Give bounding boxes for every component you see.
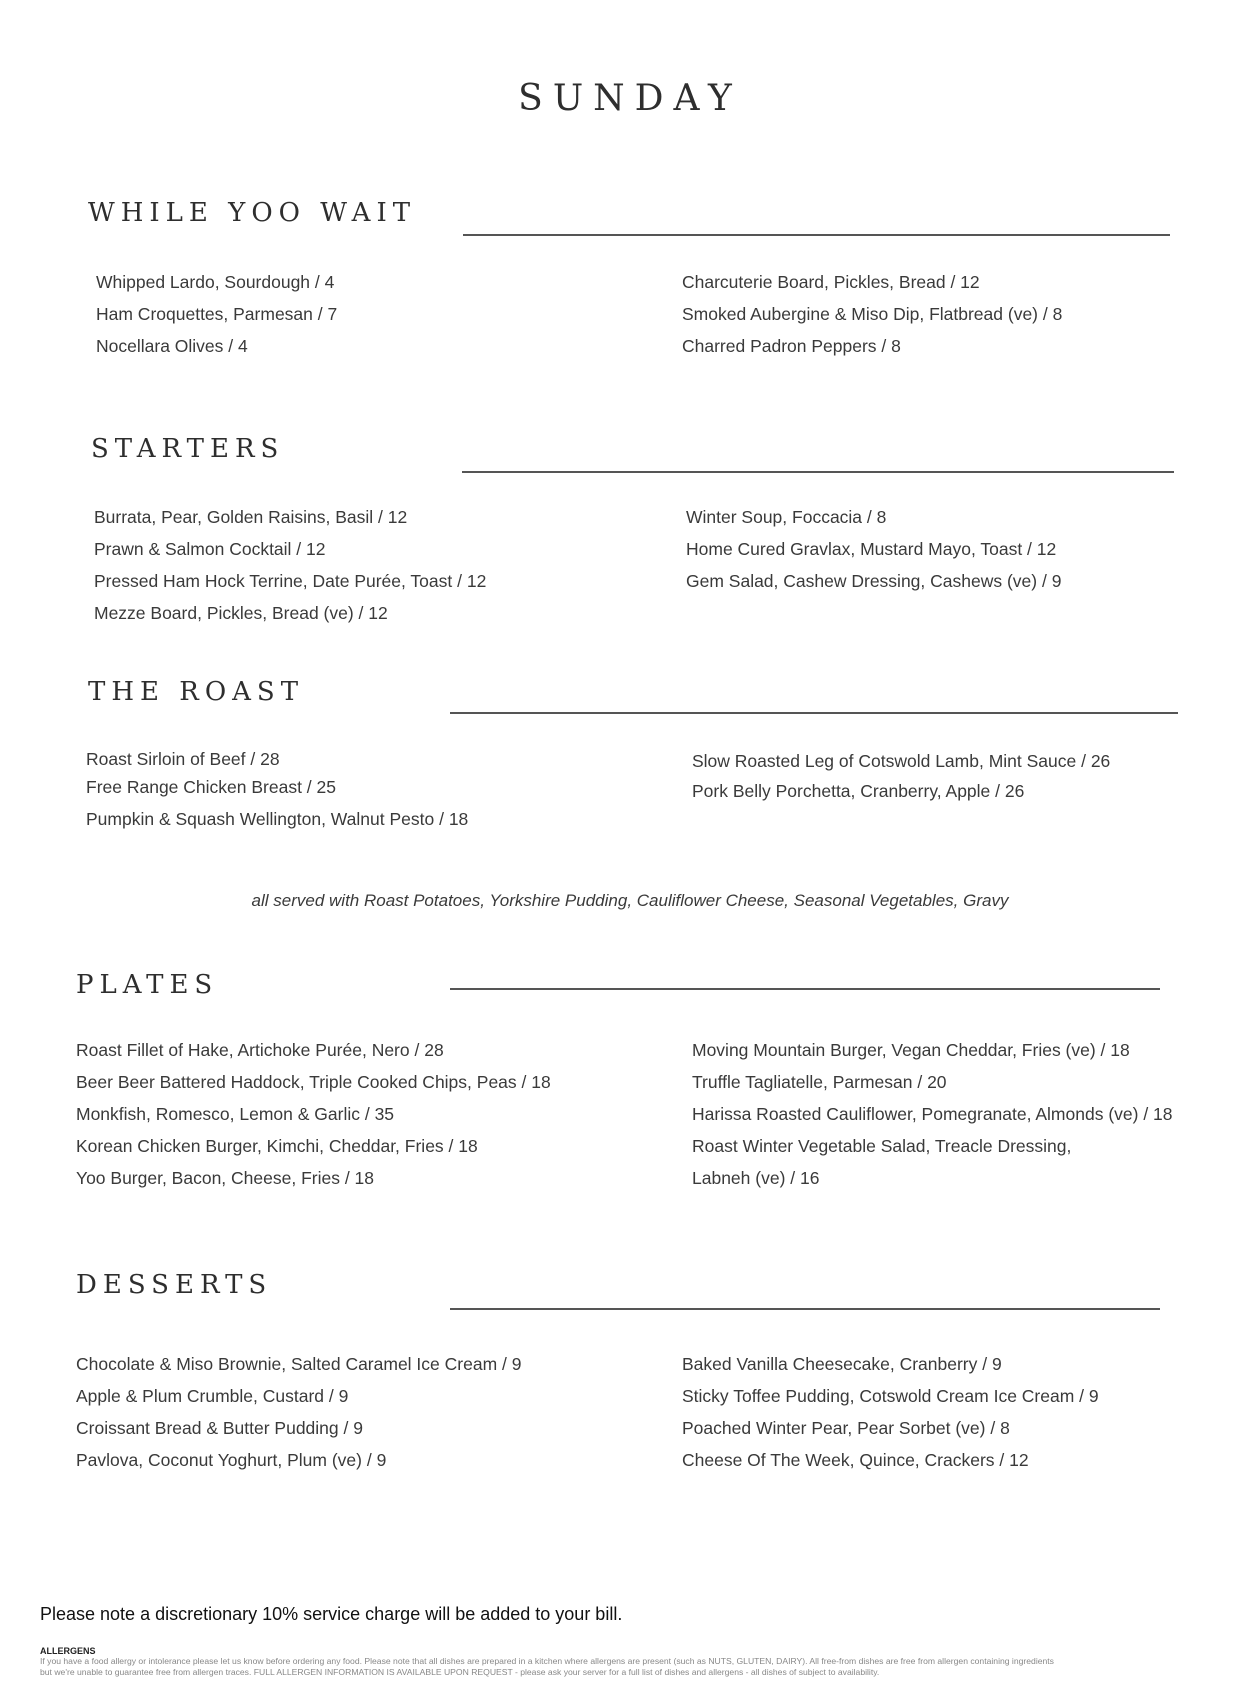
roast-sides-note: all served with Roast Potatoes, Yorkshire Pudding, Cauliflower Cheese, Seasonal Vegetables, Gravy (251, 891, 1009, 910)
section-divider (450, 712, 1178, 714)
menu-item: Labneh (ve) / 16 (692, 1168, 820, 1188)
menu-item: Roast Fillet of Hake, Artichoke Purée, Nero / 28 (76, 1040, 444, 1060)
menu-item: Korean Chicken Burger, Kimchi, Cheddar, Fries / 18 (76, 1136, 478, 1156)
menu-item: Pavlova, Coconut Yoghurt, Plum (ve) / 9 (76, 1450, 387, 1470)
menu-item: Yoo Burger, Bacon, Cheese, Fries / 18 (76, 1168, 375, 1188)
section-divider (450, 1308, 1160, 1310)
menu-item: Pressed Ham Hock Terrine, Date Purée, Toast / 12 (94, 571, 487, 591)
section-divider (462, 471, 1174, 473)
menu-item: Beer Beer Battered Haddock, Triple Cooked Chips, Peas / 18 (76, 1072, 551, 1092)
menu-item: Winter Soup, Foccacia / 8 (686, 507, 887, 527)
menu-item: Poached Winter Pear, Pear Sorbet (ve) / 8 (682, 1418, 1010, 1438)
menu-item: Burrata, Pear, Golden Raisins, Basil / 12 (94, 507, 408, 527)
allergens-text (40, 1656, 1240, 1677)
section-divider (450, 988, 1160, 990)
menu-item: Moving Mountain Burger, Vegan Cheddar, Fries (ve) / 18 (692, 1040, 1130, 1060)
section-divider (463, 234, 1170, 236)
menu-item: Roast Winter Vegetable Salad, Treacle Dressing, (692, 1136, 1072, 1156)
service-charge-note: Please note a discretionary 10% service charge will be added to your bill. (40, 1604, 623, 1624)
menu-item: Ham Croquettes, Parmesan / 7 (96, 304, 338, 324)
section-heading-desserts: DESSERTS (76, 1270, 273, 1300)
menu-item: Monkfish, Romesco, Lemon & Garlic / 35 (76, 1104, 395, 1124)
menu-item: Sticky Toffee Pudding, Cotswold Cream Ice Cream / 9 (682, 1386, 1099, 1406)
menu-item: Home Cured Gravlax, Mustard Mayo, Toast / 12 (686, 539, 1057, 559)
menu-item: Charred Padron Peppers / 8 (682, 336, 901, 356)
menu-item: Pumpkin & Squash Wellington, Walnut Pesto / 18 (86, 809, 469, 829)
menu-item: Chocolate & Miso Brownie, Salted Caramel Ice Cream / 9 (76, 1354, 522, 1374)
menu-item: Smoked Aubergine & Miso Dip, Flatbread (ve) / 8 (682, 304, 1063, 324)
allergens-line: If you have a food allergy or intolerance please let us know before ordering any food. Please note that all dishes are prepared in a kitchen where allergens are present (such as NUTS, GLUTEN, DAIRY). All free-from dishes are free from allergen containing ingredients (40, 1656, 1054, 1666)
menu-item: Prawn & Salmon Cocktail / 12 (94, 539, 326, 559)
menu-item: Free Range Chicken Breast / 25 (86, 777, 336, 797)
menu-item: Charcuterie Board, Pickles, Bread / 12 (682, 272, 980, 292)
menu-item: Nocellara Olives / 4 (96, 336, 248, 356)
section-heading-the-roast: THE ROAST (88, 677, 305, 707)
menu-item: Cheese Of The Week, Quince, Crackers / 12 (682, 1450, 1029, 1470)
menu-item: Slow Roasted Leg of Cotswold Lamb, Mint Sauce / 26 (692, 751, 1111, 771)
menu-item: Mezze Board, Pickles, Bread (ve) / 12 (94, 603, 388, 623)
menu-item: Gem Salad, Cashew Dressing, Cashews (ve) / 9 (686, 571, 1062, 591)
allergens-heading: ALLERGENS (40, 1646, 96, 1656)
section-heading-starters: STARTERS (91, 434, 285, 464)
menu-item: Croissant Bread & Butter Pudding / 9 (76, 1418, 363, 1438)
allergens-line: but we're unable to guarantee free from allergen traces. FULL ALLERGEN INFORMATION IS AVAILABLE UPON REQUEST - please ask your server for a full list of dishes and allergens - all dishes of subject to availability. (40, 1666, 880, 1677)
menu-item: Roast Sirloin of Beef / 28 (86, 749, 280, 769)
menu-item: Truffle Tagliatelle, Parmesan / 20 (692, 1072, 947, 1092)
menu-item: Baked Vanilla Cheesecake, Cranberry / 9 (682, 1354, 1002, 1374)
section-heading-while-yoo-wait: WHILE YOO WAIT (88, 198, 417, 228)
menu-item: Harissa Roasted Cauliflower, Pomegranate, Almonds (ve) / 18 (692, 1104, 1173, 1124)
menu-item: Pork Belly Porchetta, Cranberry, Apple / 26 (692, 781, 1025, 801)
menu-title: SUNDAY (518, 78, 742, 119)
menu-item: Whipped Lardo, Sourdough / 4 (96, 272, 335, 292)
menu-item: Apple & Plum Crumble, Custard / 9 (76, 1386, 349, 1406)
section-heading-plates: PLATES (76, 970, 219, 1000)
